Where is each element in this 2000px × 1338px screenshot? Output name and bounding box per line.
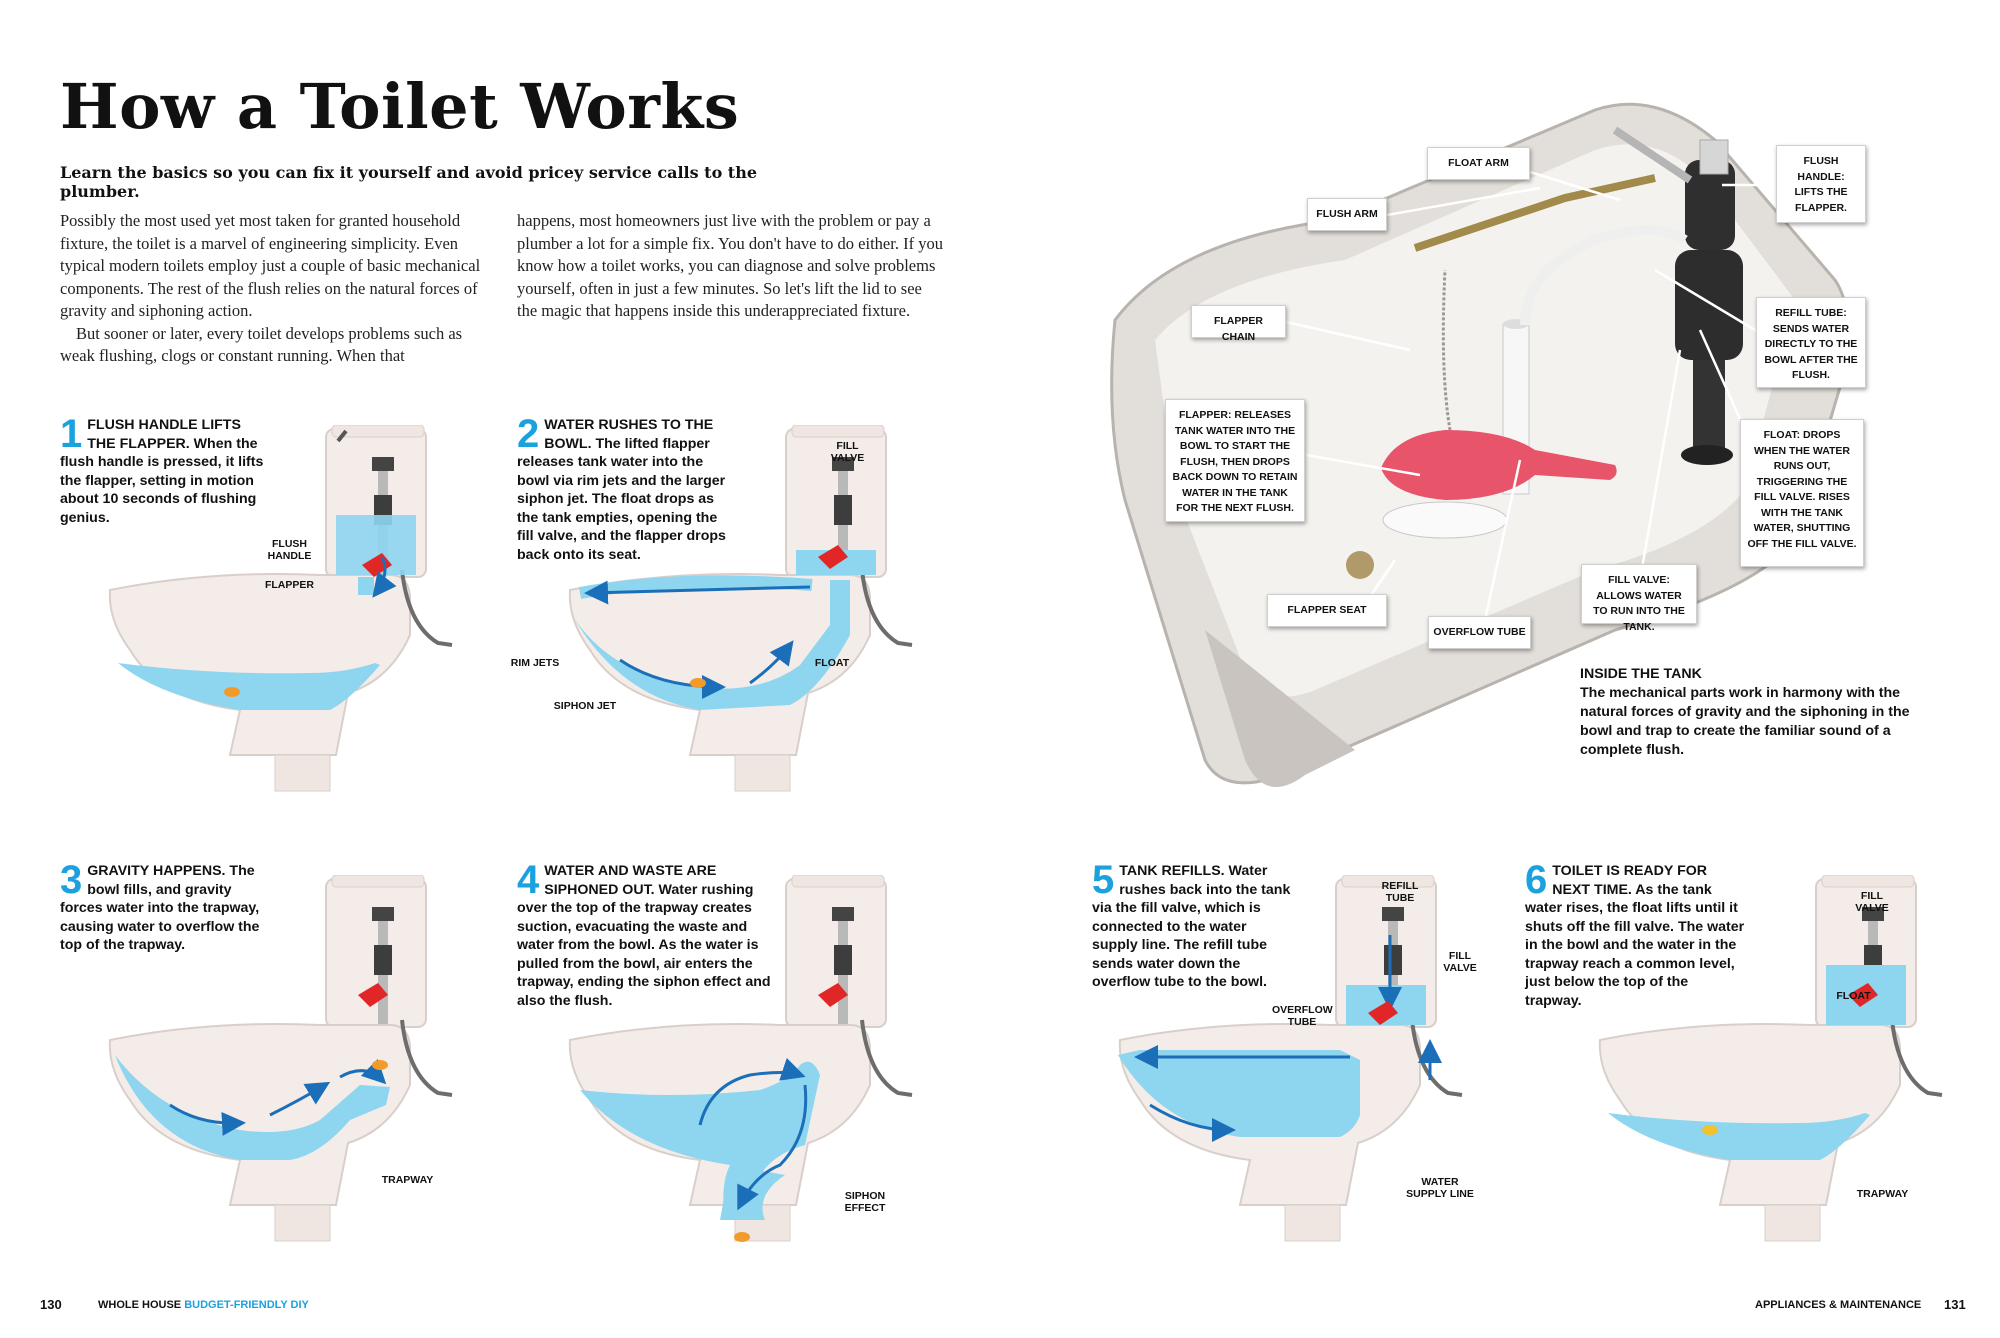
footer-series: BUDGET-FRIENDLY DIY: [184, 1299, 309, 1311]
step-number: 2: [517, 412, 540, 456]
label-siphon-effect: SIPHON EFFECT: [844, 1190, 886, 1214]
caption-heading: INSIDE THE TANK: [1580, 666, 1702, 682]
right-page-number: 131: [1944, 1297, 1966, 1312]
label-rim-jets: RIM JETS: [510, 657, 560, 669]
label-water-supply-line: WATER SUPPLY LINE: [1406, 1176, 1474, 1200]
callout-float-arm: FLOAT ARM: [1427, 147, 1530, 180]
label-trapway: TRAPWAY: [1856, 1188, 1909, 1200]
label-fill-valve: FILL VALVE: [1855, 890, 1889, 914]
callout-flush-arm: FLUSH ARM: [1307, 198, 1387, 231]
step-number: 3: [60, 858, 83, 902]
left-page-number: 130: [40, 1297, 62, 1312]
step-description: WATER RUSHES TO THE BOWL. The lifted flapper releases tank water into the bowl via rim jets and the larger siphon jet. The float drops as the tank empties, opening the fill valve, and the flapper drops back onto its seat.: [517, 417, 726, 563]
step-description: TOILET IS READY FOR NEXT TIME. As the tank water rises, the float lifts until it shuts off the fill valve. The water in the bowl and the water in the trapway reach a common level, just below the top of the trapway.: [1525, 863, 1745, 1009]
left-running-footer: [98, 1299, 309, 1311]
label-float: FLOAT: [814, 657, 850, 669]
step-number: 4: [517, 858, 540, 902]
inside-the-tank-caption: [1580, 665, 1910, 760]
callout-flapper: FLAPPER: RELEASES TANK WATER INTO THE BOWL TO START THE FLUSH, THEN DROPS BACK DOWN TO RETAIN WATER IN THE TANK FOR THE NEXT FLUSH.: [1165, 399, 1305, 522]
callout-flapper-chain: FLAPPER CHAIN: [1191, 305, 1286, 338]
label-fill-valve: FILL VALVE: [1443, 950, 1477, 974]
label-trapway: TRAPWAY: [381, 1174, 434, 1186]
label-overflow-tube: OVERFLOW TUBE: [1272, 1004, 1333, 1028]
label-siphon-jet: SIPHON JET: [553, 700, 617, 712]
label-flapper: FLAPPER: [264, 579, 314, 591]
callout-fill-valve: FILL VALVE: ALLOWS WATER TO RUN INTO THE TANK.: [1581, 564, 1697, 624]
step-description: TANK REFILLS. Water rushes back into the tank via the fill valve, which is connected to the water supply line. The refill tube sends water down the overflow tube to the bowl.: [1092, 863, 1291, 990]
intro-paragraph: Possibly the most used yet most taken for granted household fixture, the toilet is a marvel of engineering simplicity. Even typical modern toilets employ just a couple of basic mechanical components. The rest of the flush relies on the natural forces of gravity and siphoning action.: [60, 211, 481, 320]
step-description: GRAVITY HAPPENS. The bowl fills, and gravity forces water into the trapway, causing water to overflow the top of the trapway.: [60, 863, 260, 953]
label-flush-handle: FLUSH HANDLE: [267, 538, 312, 562]
footer-section: WHOLE HOUSE: [98, 1299, 182, 1311]
step-number: 1: [60, 412, 83, 456]
callout-float: FLOAT: DROPS WHEN THE WATER RUNS OUT, TRIGGERING THE FILL VALVE. RISES WITH THE TANK WATER, SHUTTING OFF THE FILL VALVE.: [1740, 419, 1864, 567]
step-description: FLUSH HANDLE LIFTS THE FLAPPER. When the flush handle is pressed, it lifts the flapper, setting in motion about 10 seconds of flushing genius.: [60, 417, 264, 526]
label-refill-tube: REFILL TUBE: [1381, 880, 1419, 904]
right-running-footer: APPLIANCES & MAINTENANCE: [1755, 1299, 1922, 1311]
page-subtitle: Learn the basics so you can fix it yourself and avoid pricey service calls to the plumber.: [60, 163, 758, 201]
intro-paragraph: But sooner or later, every toilet develops problems such as weak flushing, clogs or constant running. When that: [60, 323, 463, 365]
callout-overflow-tube: OVERFLOW TUBE: [1428, 616, 1531, 649]
callout-flush-handle: FLUSH HANDLE: LIFTS THE FLAPPER.: [1776, 145, 1866, 223]
step-number: 5: [1092, 858, 1115, 902]
step-number: 6: [1525, 858, 1548, 902]
caption-body: The mechanical parts work in harmony with the natural forces of gravity and the siphoning in the bowl and trap to create the familiar sound of a complete flush.: [1580, 685, 1910, 758]
page-title: How a Toilet Works: [60, 70, 740, 143]
callout-refill-tube: REFILL TUBE: SENDS WATER DIRECTLY TO THE BOWL AFTER THE FLUSH.: [1756, 297, 1866, 388]
label-float: FLOAT: [1836, 990, 1871, 1002]
step-description: WATER AND WASTE ARE SIPHONED OUT. Water rushing over the top of the trapway creates suction, evacuating the waste and water from the bowl. As the water is pulled from the bowl, air enters the trapway, ending the siphon effect and also the flush.: [517, 863, 771, 1009]
intro-paragraph: happens, most homeowners just live with the problem or pay a plumber a lot for a simple fix. You don't have to do either. If you know how a toilet works, you can diagnose and solve problems yourself, often in just a few minutes. So let's lift the lid to see the magic that happens inside this underappreciated fixture.: [517, 211, 943, 320]
label-fill-valve: FILL VALVE: [830, 440, 865, 464]
callout-flapper-seat: FLAPPER SEAT: [1267, 594, 1387, 627]
